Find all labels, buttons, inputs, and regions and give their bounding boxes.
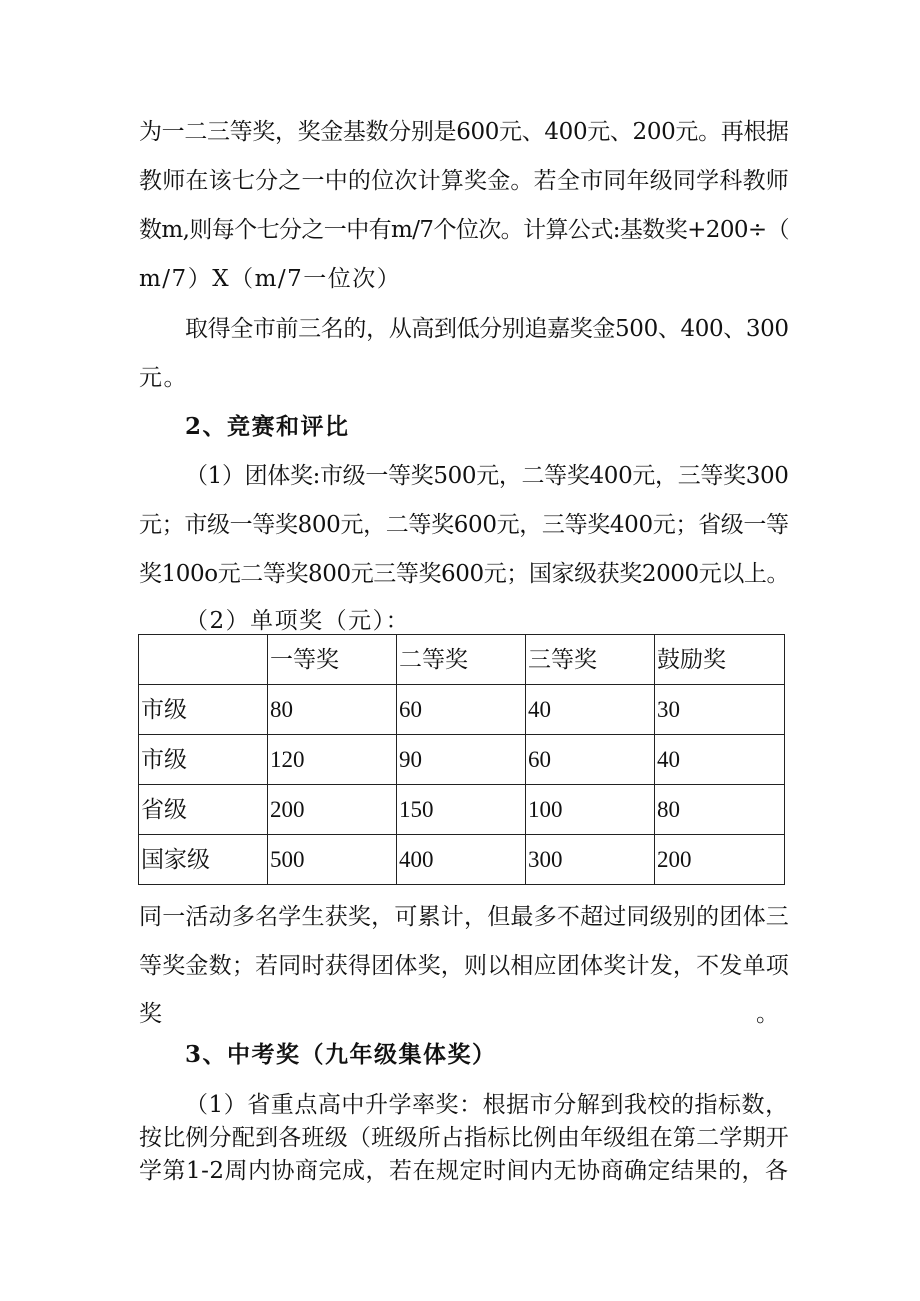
table-row <box>139 685 785 735</box>
paragraph-line: 等奖金数；若同时获得团体奖，则以相应团体奖计发，不发单项 <box>139 953 789 979</box>
paragraph-line: m/7）X（m/7一位次） <box>139 266 402 292</box>
table-cell: 120 <box>268 735 397 785</box>
table-cell: 30 <box>655 685 785 735</box>
table-cell: 60 <box>526 735 655 785</box>
table-row <box>139 785 785 835</box>
table-header-cell: 二等奖 <box>397 635 526 685</box>
table-cell: 90 <box>397 735 526 785</box>
end-punctuation: 。 <box>756 1001 779 1027</box>
paragraph-line: 奖 <box>139 1001 164 1027</box>
table-header-row <box>139 635 785 685</box>
paragraph-line: 同一活动多名学生获奖，可累计，但最多不超过同级别的团体三 <box>139 904 789 930</box>
table-cell: 200 <box>268 785 397 835</box>
table-cell: 400 <box>397 835 526 885</box>
table-header-cell: 三等奖 <box>526 635 655 685</box>
award-table <box>138 634 785 885</box>
table-row-label: 国家级 <box>139 835 268 885</box>
table-row <box>139 735 785 785</box>
section-heading: 2、竞赛和评比 <box>185 413 350 440</box>
table-cell: 300 <box>526 835 655 885</box>
table-caption: （2）单项奖（元）： <box>185 608 411 634</box>
paragraph-line: （1）省重点高中升学率奖：根据市分解到我校的指标数， <box>185 1092 789 1118</box>
table-cell: 60 <box>397 685 526 735</box>
paragraph-line: 按比例分配到各班级（班级所占指标比例由年级组在第二学期开 <box>139 1125 789 1151</box>
table-header-cell: 一等奖 <box>268 635 397 685</box>
paragraph-line: 元。 <box>139 365 188 391</box>
table-cell: 40 <box>655 735 785 785</box>
paragraph-line: 奖100o元二等奖800元三等奖600元；国家级获奖2000元以上。 <box>139 561 790 587</box>
table-row <box>139 835 785 885</box>
table-cell: 80 <box>655 785 785 835</box>
table-header-cell: 鼓励奖 <box>655 635 785 685</box>
table-row-label: 市级 <box>139 735 268 785</box>
table-header-cell <box>139 635 268 685</box>
paragraph-line: 教师在该七分之一中的位次计算奖金。若全市同年级同学科教师 <box>139 168 789 194</box>
table-cell: 500 <box>268 835 397 885</box>
paragraph-line: 数m,则每个七分之一中有m/7个位次。计算公式:基数奖+200÷（ <box>139 217 790 243</box>
table-cell: 150 <box>397 785 526 835</box>
table-row-label: 市级 <box>139 685 268 735</box>
paragraph-line: 为一二三等奖，奖金基数分别是600元、400元、200元。再根据 <box>139 119 789 145</box>
paragraph-line: 取得全市前三名的，从高到低分别追嘉奖金500、400、300 <box>185 316 789 342</box>
paragraph-line: 元；市级一等奖800元，二等奖600元，三等奖400元；省级一等 <box>139 512 789 538</box>
table-cell: 40 <box>526 685 655 735</box>
table-cell: 80 <box>268 685 397 735</box>
paragraph-line: （1）团体奖:市级一等奖500元，二等奖400元，三等奖300 <box>185 463 789 489</box>
table-cell: 100 <box>526 785 655 835</box>
paragraph-line: 学第1-2周内协商完成，若在规定时间内无协商确定结果的，各 <box>139 1158 789 1184</box>
table-row-label: 省级 <box>139 785 268 835</box>
section-heading: 3、中考奖（九年级集体奖） <box>185 1041 497 1068</box>
table-cell: 200 <box>655 835 785 885</box>
